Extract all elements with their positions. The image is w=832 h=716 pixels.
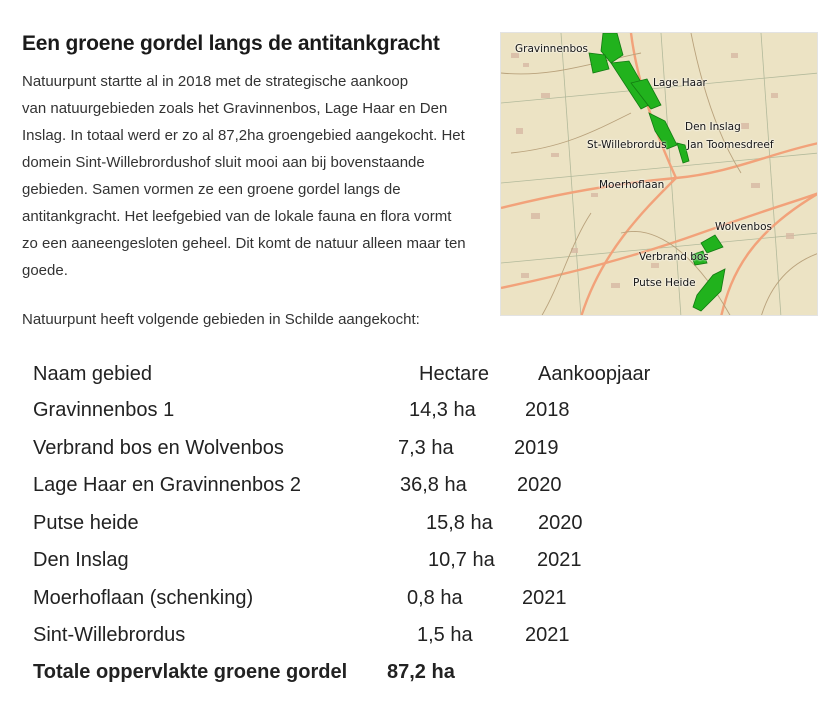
row-year: 2019	[514, 437, 559, 459]
intro-line: antitankgracht. Het leefgebied van de lokale fauna en flora vormt	[22, 208, 452, 225]
intro-line: zo een aaneengesloten geheel. Dit komt de natuur alleen maar ten	[22, 235, 466, 252]
lead-text: Natuurpunt heeft volgende gebieden in Schilde aangekocht:	[22, 311, 420, 328]
map-label-lage-haar: Lage Haar	[653, 77, 707, 89]
header-hectare: Hectare	[419, 363, 490, 385]
map-label-verbrand-bos: Verbrand bos	[639, 251, 709, 263]
map-graphic	[501, 33, 818, 316]
row-hectare: 0,8 ha	[407, 587, 463, 609]
map-background	[501, 33, 818, 316]
intro-line: van natuurgebieden zoals het Gravinnenbos, Lage Haar en Den	[22, 100, 448, 117]
map-label-jan-toomesdreef: Jan Toomesdreef	[687, 139, 774, 151]
map-label-putse-heide: Putse Heide	[633, 277, 696, 289]
row-name: Putse heide	[33, 512, 139, 534]
row-hectare: 14,3 ha	[409, 399, 476, 421]
map-label-st-willebrordus: St-Willebrordus	[587, 139, 667, 151]
row-name: Moerhoflaan (schenking)	[33, 587, 254, 609]
header-aankoopjaar: Aankoopjaar	[538, 363, 651, 385]
map-label-gravinnenbos: Gravinnenbos	[515, 43, 589, 55]
row-hectare: 10,7 ha	[428, 549, 495, 571]
intro-line: gebieden. Samen vormen ze een groene gordel langs de	[22, 181, 401, 198]
row-year: 2021	[537, 549, 582, 571]
row-name: Gravinnenbos 1	[33, 399, 175, 421]
total-hectare: 87,2 ha	[387, 661, 455, 683]
header-naam-gebied: Naam gebied	[33, 363, 152, 385]
row-name: Sint-Willebrordus	[33, 624, 186, 646]
row-year: 2021	[525, 624, 570, 646]
map-label-moerhoflaan: Moerhoflaan	[599, 179, 665, 191]
row-name: Verbrand bos en Wolvenbos	[33, 437, 284, 459]
area-map	[500, 32, 818, 316]
row-hectare: 7,3 ha	[398, 437, 454, 459]
row-year: 2020	[517, 474, 562, 496]
intro-line: Inslag. In totaal werd er zo al 87,2ha groengebied aangekocht. Het	[22, 127, 465, 144]
total-label: Totale oppervlakte groene gordel	[33, 661, 348, 683]
intro-text	[22, 68, 492, 333]
map-label-wolvenbos: Wolvenbos	[715, 221, 772, 233]
intro-line: domein Sint-Willebrordushof sluit mooi aan bij bovenstaande	[22, 154, 425, 171]
intro-line: goede.	[22, 262, 68, 279]
map-label-den-inslag: Den Inslag	[685, 121, 741, 133]
row-hectare: 1,5 ha	[417, 624, 473, 646]
row-name: Lage Haar en Gravinnenbos 2	[33, 474, 301, 496]
intro-line: Natuurpunt startte al in 2018 met de strategische aankoop	[22, 73, 409, 90]
row-hectare: 36,8 ha	[400, 474, 467, 496]
article-title: Een groene gordel langs de antitankgracht	[22, 32, 440, 55]
row-year: 2021	[522, 587, 567, 609]
row-name: Den Inslag	[33, 549, 129, 571]
row-year: 2020	[538, 512, 583, 534]
row-year: 2018	[525, 399, 570, 421]
purchase-table	[0, 356, 832, 696]
row-hectare: 15,8 ha	[426, 512, 493, 534]
